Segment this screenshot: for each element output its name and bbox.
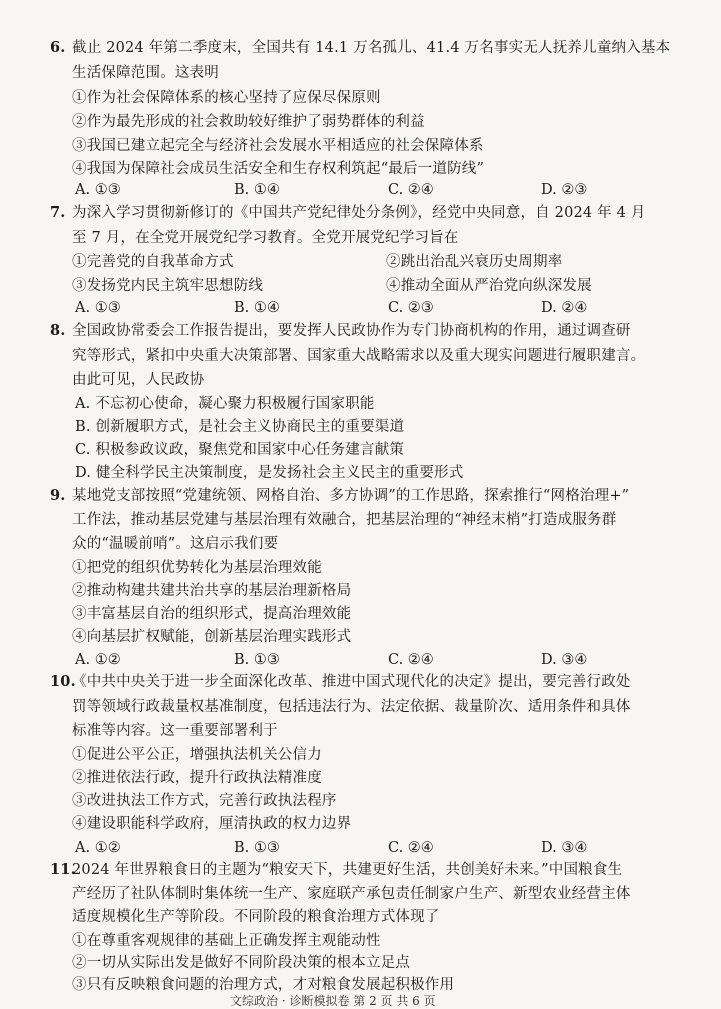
statement: ④向基层扩权赋能，创新基层治理实践形式	[72, 629, 352, 645]
question-stem-line: 截止 2024 年第二季度末，全国共有 14.1 万名孤儿、41.4 万名事实无人抚养儿童纳入基本	[72, 40, 671, 56]
option-c: C. ②③	[388, 300, 434, 316]
question-number: 6.	[50, 39, 66, 56]
option-d: D. ②③	[541, 182, 588, 198]
choice-c: C. 积极参政议政，聚焦党和国家中心任务建言献策	[75, 442, 405, 458]
statement: ①作为社会保障体系的核心坚持了应保尽保原则	[72, 90, 381, 106]
option-a: A. ①③	[75, 300, 121, 316]
option-d: D. ③④	[541, 840, 588, 856]
choice-a: A. 不忘初心使命，凝心聚力积极履行国家职能	[75, 396, 375, 412]
question-stem-line: 为深入学习贯彻新修订的《中国共产党纪律处分条例》，经党中央同意，自 2024 年 4 月	[72, 205, 646, 221]
choice-d: D. 健全科学民主决策制度，是发扬社会主义民主的重要形式	[75, 465, 464, 481]
option-c: C. ②④	[388, 652, 434, 668]
statement: ④推动全面从严治党向纵深发展	[386, 278, 592, 294]
question-stem-line: 众的“温暖前哨”。这启示我们要	[72, 536, 279, 552]
question-stem-line: 生活保障范围。这表明	[72, 65, 219, 81]
statement: ④建设职能科学政府，厘清执政的权力边界	[72, 816, 352, 832]
statement: ②一切从实际出发是做好不同阶段决策的根本立足点	[72, 955, 411, 971]
option-c: C. ②④	[388, 840, 434, 856]
statement: ④我国为保障社会成员生活安全和生存权利筑起“最后一道防线”	[72, 161, 485, 177]
option-d: D. ③④	[541, 652, 588, 668]
statement: ①完善党的自我革命方式	[72, 254, 234, 270]
option-d: D. ②④	[541, 300, 588, 316]
statement: ③发扬党内民主筑牢思想防线	[72, 278, 264, 294]
option-b: B. ①③	[234, 652, 280, 668]
statement: ②推动构建共建共治共享的基层治理新格局	[72, 583, 352, 599]
question-stem-line: 究等形式，紧扣中央重大决策部署、国家重大战略需求以及重大现实问题进行履职建言。	[72, 348, 646, 364]
statement: ③改进执法工作方式，完善行政执法程序	[72, 793, 337, 809]
statement: ③只有反映粮食问题的治理方式，才对粮食发展起积极作用	[72, 977, 455, 993]
option-a: A. ①③	[75, 182, 121, 198]
statement: ③我国已建立起完全与经济社会发展水平相适应的社会保障体系	[72, 138, 484, 154]
question-number: 7.	[50, 204, 66, 221]
page-footer: 文综政治 · 诊断模拟卷 第 2 页 共 6 页	[230, 994, 436, 1008]
question-stem-line: 标准等内容。这一重要部署利于	[72, 723, 278, 739]
question-stem-line: 罚等领域行政裁量权基准制度，包括违法行为、法定依据、裁量阶次、适用条件和具体	[72, 699, 631, 715]
question-stem-line: 由此可见，人民政协	[72, 372, 205, 388]
option-c: C. ②④	[388, 182, 434, 198]
option-b: B. ①④	[234, 300, 280, 316]
question-number: 11.	[50, 861, 76, 878]
statement: ③丰富基层自治的组织形式，提高治理效能	[72, 606, 352, 622]
question-stem-line: 至 7 月，在全党开展党纪学习教育。全党开展党纪学习旨在	[72, 230, 459, 246]
option-b: B. ①④	[234, 182, 280, 198]
choice-b: B. 创新履职方式，是社会主义协商民主的重要渠道	[75, 419, 405, 435]
option-a: A. ①②	[75, 840, 121, 856]
option-b: B. ①③	[234, 840, 280, 856]
question-stem-line: 适度规模化生产等阶段。不同阶段的粮食治理方式体现了	[72, 909, 440, 925]
question-stem-line: 全国政协常委会工作报告提出，要发挥人民政协作为专门协商机构的作用，通过调查研	[72, 323, 631, 339]
statement: ②推进依法行政，提升行政执法精准度	[72, 770, 322, 786]
question-number: 9.	[50, 487, 66, 504]
statement: ②作为最先形成的社会救助较好维护了弱势群体的利益	[72, 114, 425, 130]
question-stem-line: 某地党支部按照“党建统领、网格自治、多方协调”的工作思路，探索推行“网格治理+”	[72, 488, 630, 504]
question-number: 10.	[50, 673, 76, 690]
question-number: 8.	[50, 322, 66, 339]
question-stem-line: 工作法，推动基层党建与基层治理有效融合，把基层治理的“神经末梢”打造成服务群	[72, 512, 617, 528]
question-stem-line: 2024 年世界粮食日的主题为“粮安天下，共建更好生活，共创美好未来。”中国粮食生	[72, 862, 623, 878]
statement: ①促进公平公正，增强执法机关公信力	[72, 747, 322, 763]
statement: ①在尊重客观规律的基础上正确发挥主观能动性	[72, 933, 381, 949]
question-stem-line: 产经历了社队体制时集体统一生产、家庭联产承包责任制家户生产、新型农业经营主体	[72, 886, 631, 902]
option-a: A. ①②	[75, 652, 121, 668]
statement: ②跳出治乱兴衰历史周期率	[386, 254, 563, 270]
question-stem-line: 《中共中央关于进一步全面深化改革、推进中国式现代化的决定》提出，要完善行政处	[72, 674, 631, 690]
statement: ①把党的组织优势转化为基层治理效能	[72, 560, 322, 576]
